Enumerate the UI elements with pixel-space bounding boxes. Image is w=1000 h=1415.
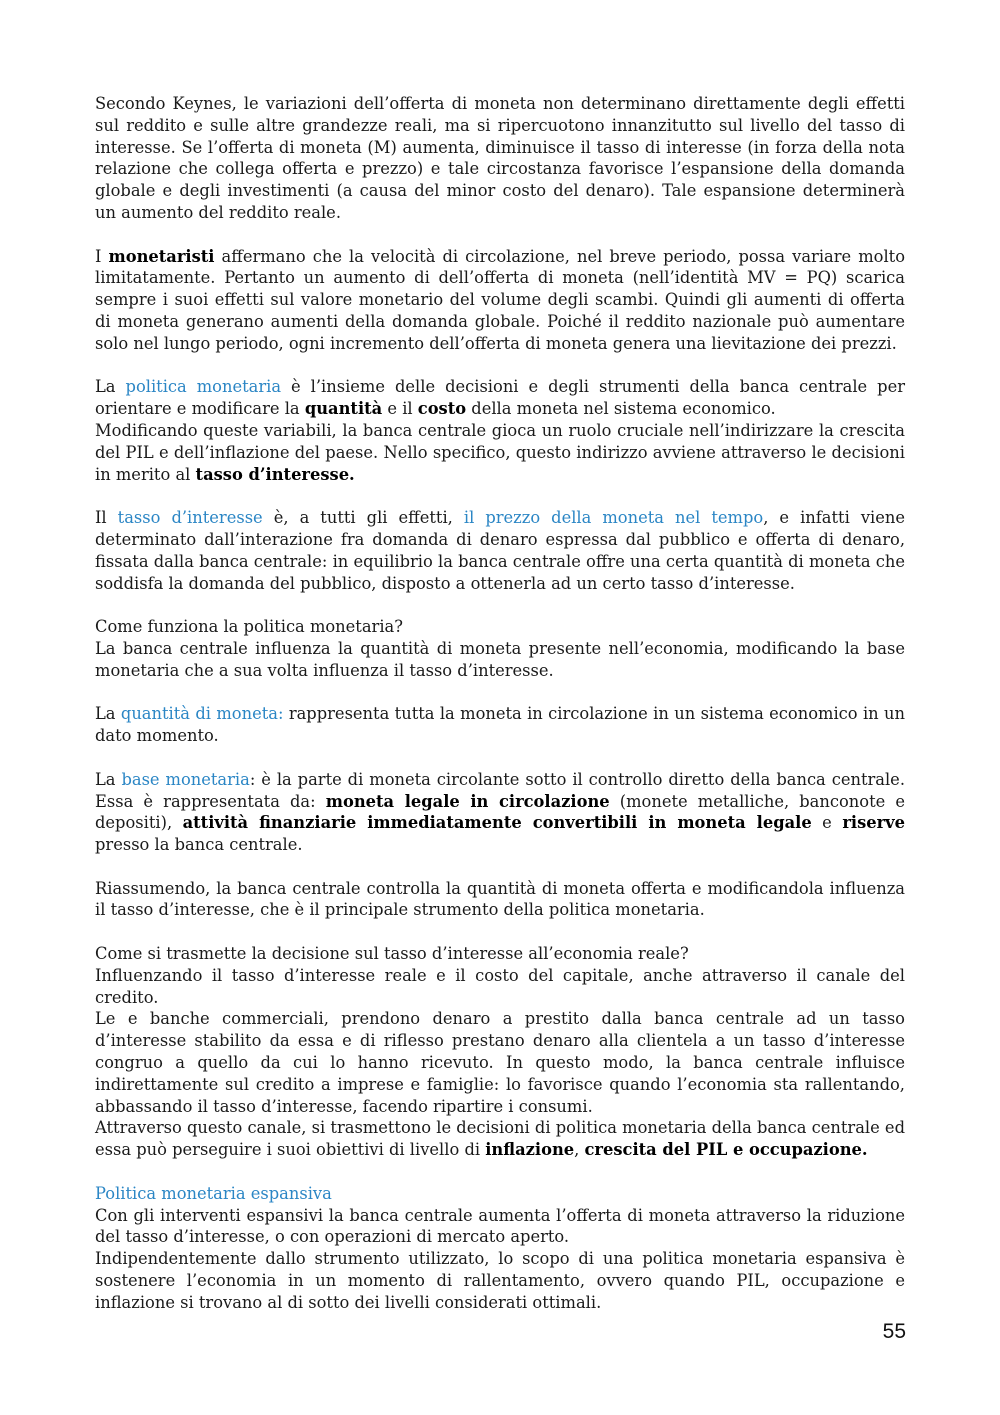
text-run: La — [95, 377, 126, 397]
bold-term: monetaristi — [108, 246, 215, 266]
bold-term: costo — [417, 399, 467, 419]
bold-term: crescita del PIL e occupazione. — [584, 1140, 868, 1160]
highlighted-term: quantità di moneta: — [120, 704, 284, 724]
bold-term: attività finanziarie immediatamente convertibili in moneta legale — [182, 813, 812, 833]
answer-how-it-works: La banca centrale influenza la quantità di moneta presente nell’economia, modificando la base monetaria che a sua volta influenza il tasso d’interesse. — [95, 638, 905, 680]
bold-term: inflazione — [485, 1140, 575, 1160]
text-run: I — [95, 246, 109, 266]
text-run: Modificando queste variabili, la banca centrale gioca un ruolo cruciale nell’indirizzare la crescita del PIL e dell’inflazione del paese. Nello specifico, questo indirizzo avviene attraverso le decisioni in merito al — [95, 420, 905, 484]
question-transmission: Come si trasmette la decisione sul tasso d’interesse all’economia reale? — [95, 944, 689, 964]
bold-term: riserve — [842, 813, 905, 833]
text-run: della moneta nel sistema economico. — [466, 399, 776, 419]
paragraph-canale — [95, 1117, 905, 1161]
text-run: La — [95, 769, 122, 789]
text-run: affermano che la velocità di circolazione, nel breve periodo, possa variare molto limitatamente. Pertanto un aumento di dell’offerta di moneta (nell’identità MV = PQ) scarica sempre i suoi effetti sul valore monetario del volume degli scambi. Quindi gli aumenti di offerta di moneta generano aumenti della domanda globale. Poiché il reddito nazionale può aumentare solo nel lungo periodo, ogni incremento dell’offerta di moneta genera una lievitazione dei prezzi. — [95, 246, 906, 353]
highlighted-term: tasso d’interesse — [117, 508, 263, 528]
text-run: e — [811, 813, 843, 833]
text-run: rappresenta tutta la moneta in circolazione in un sistema economico in un dato momento. — [95, 704, 905, 746]
highlighted-term: base monetaria — [121, 769, 250, 789]
text-run: (monete metalliche, banconote e depositi), — [95, 791, 906, 833]
section-heading-espansiva: Politica monetaria espansiva — [95, 1183, 332, 1203]
bold-term: tasso d’interesse. — [195, 464, 355, 484]
paragraph-interventi-espansivi: Con gli interventi espansivi la banca centrale aumenta l’offerta di moneta attraverso la riduzione del tasso d’interesse, o con operazioni di mercato aperto. — [95, 1205, 905, 1247]
bold-term: moneta legale in circolazione — [325, 791, 610, 811]
text-run: presso la banca centrale. — [95, 835, 303, 855]
paragraph-scopo-espansiva: Indipendentemente dallo strumento utilizzato, lo scopo di una politica monetaria espansiva è sostenere l’economia in un momento di rallentamento, ovvero quando PIL, occupazione e inflazione si trovano al di sotto dei livelli considerati ottimali. — [95, 1249, 905, 1312]
page-number: 55 — [882, 1320, 906, 1343]
paragraph-keynes: Secondo Keynes, le variazioni dell’offerta di moneta non determinano direttamente degli effetti sul reddito e sulle altre grandezze reali, ma si ripercuotono innanzitutto sul livello del tasso di interesse. Se l’offerta di moneta (M) aumenta, diminuisce il tasso di interesse (in forza della nota relazione che collega offerta e prezzo) e tale circostanza favorisce l’espansione della domanda globale e degli investimenti (a causa del minor costo del denaro). Tale espansione determinerà un aumento del reddito reale. — [95, 94, 905, 222]
paragraph-tasso-interesse — [95, 507, 905, 594]
highlighted-term: il prezzo della moneta nel tempo — [463, 508, 764, 528]
text-run: : è la parte di moneta circolante sotto il controllo diretto della banca centrale. Essa è rappresentata da: — [95, 769, 905, 811]
paragraph-politica-monetaria — [95, 376, 905, 420]
text-run: è l’insieme delle decisioni e degli strumenti della banca centrale per orientare e modificare la — [95, 377, 905, 419]
text-run: è, a tutti gli effetti, — [262, 508, 464, 528]
paragraph-monetaristi — [95, 246, 905, 355]
answer-transmission: Influenzando il tasso d’interesse reale e il costo del capitale, anche attraverso il canale del credito. — [95, 965, 905, 1007]
document-body — [95, 93, 905, 1314]
paragraph-quantita-moneta — [95, 703, 905, 747]
text-run: La — [95, 704, 121, 724]
paragraph-base-monetaria — [95, 769, 905, 856]
text-run: Il — [95, 508, 118, 528]
text-run: , e infatti viene determinato dall’interazione fra domanda di denaro espressa dal pubblico e offerta di denaro, fissata dalla banca centrale: in equilibrio la banca centrale offre una certa quantità di moneta che soddisfa la domanda del pubblico, disposto a ottenerla ad un certo tasso d’interesse. — [95, 508, 905, 593]
question-how-it-works: Come funziona la politica monetaria? — [95, 617, 403, 637]
text-run: Attraverso questo canale, si trasmettono le decisioni di politica monetaria della banca centrale ed essa può perseguire i suoi obiettivi di livello di — [95, 1118, 905, 1160]
paragraph-banche-commerciali: Le e banche commerciali, prendono denaro a prestito dalla banca centrale ad un tasso d’interesse stabilito da essa e di riflesso prestano denaro alla clientela a un tasso d’interesse congruo a quello da cui lo hanno ricevuto. In questo modo, la banca centrale influisce indirettamente sul credito a imprese e famiglie: lo favorisce quando l’economia sta rallentando, abbassando il tasso d’interesse, facendo ripartire i consumi. — [95, 1009, 905, 1116]
paragraph-riassumendo: Riassumendo, la banca centrale controlla la quantità di moneta offerta e modificandola influenza il tasso d’interesse, che è il principale strumento della politica monetaria. — [95, 878, 905, 920]
text-run: , — [574, 1140, 585, 1160]
bold-term: quantità — [304, 399, 383, 419]
text-run: e il — [382, 399, 418, 419]
highlighted-term: politica monetaria — [125, 377, 282, 397]
paragraph-modificando — [95, 420, 905, 485]
